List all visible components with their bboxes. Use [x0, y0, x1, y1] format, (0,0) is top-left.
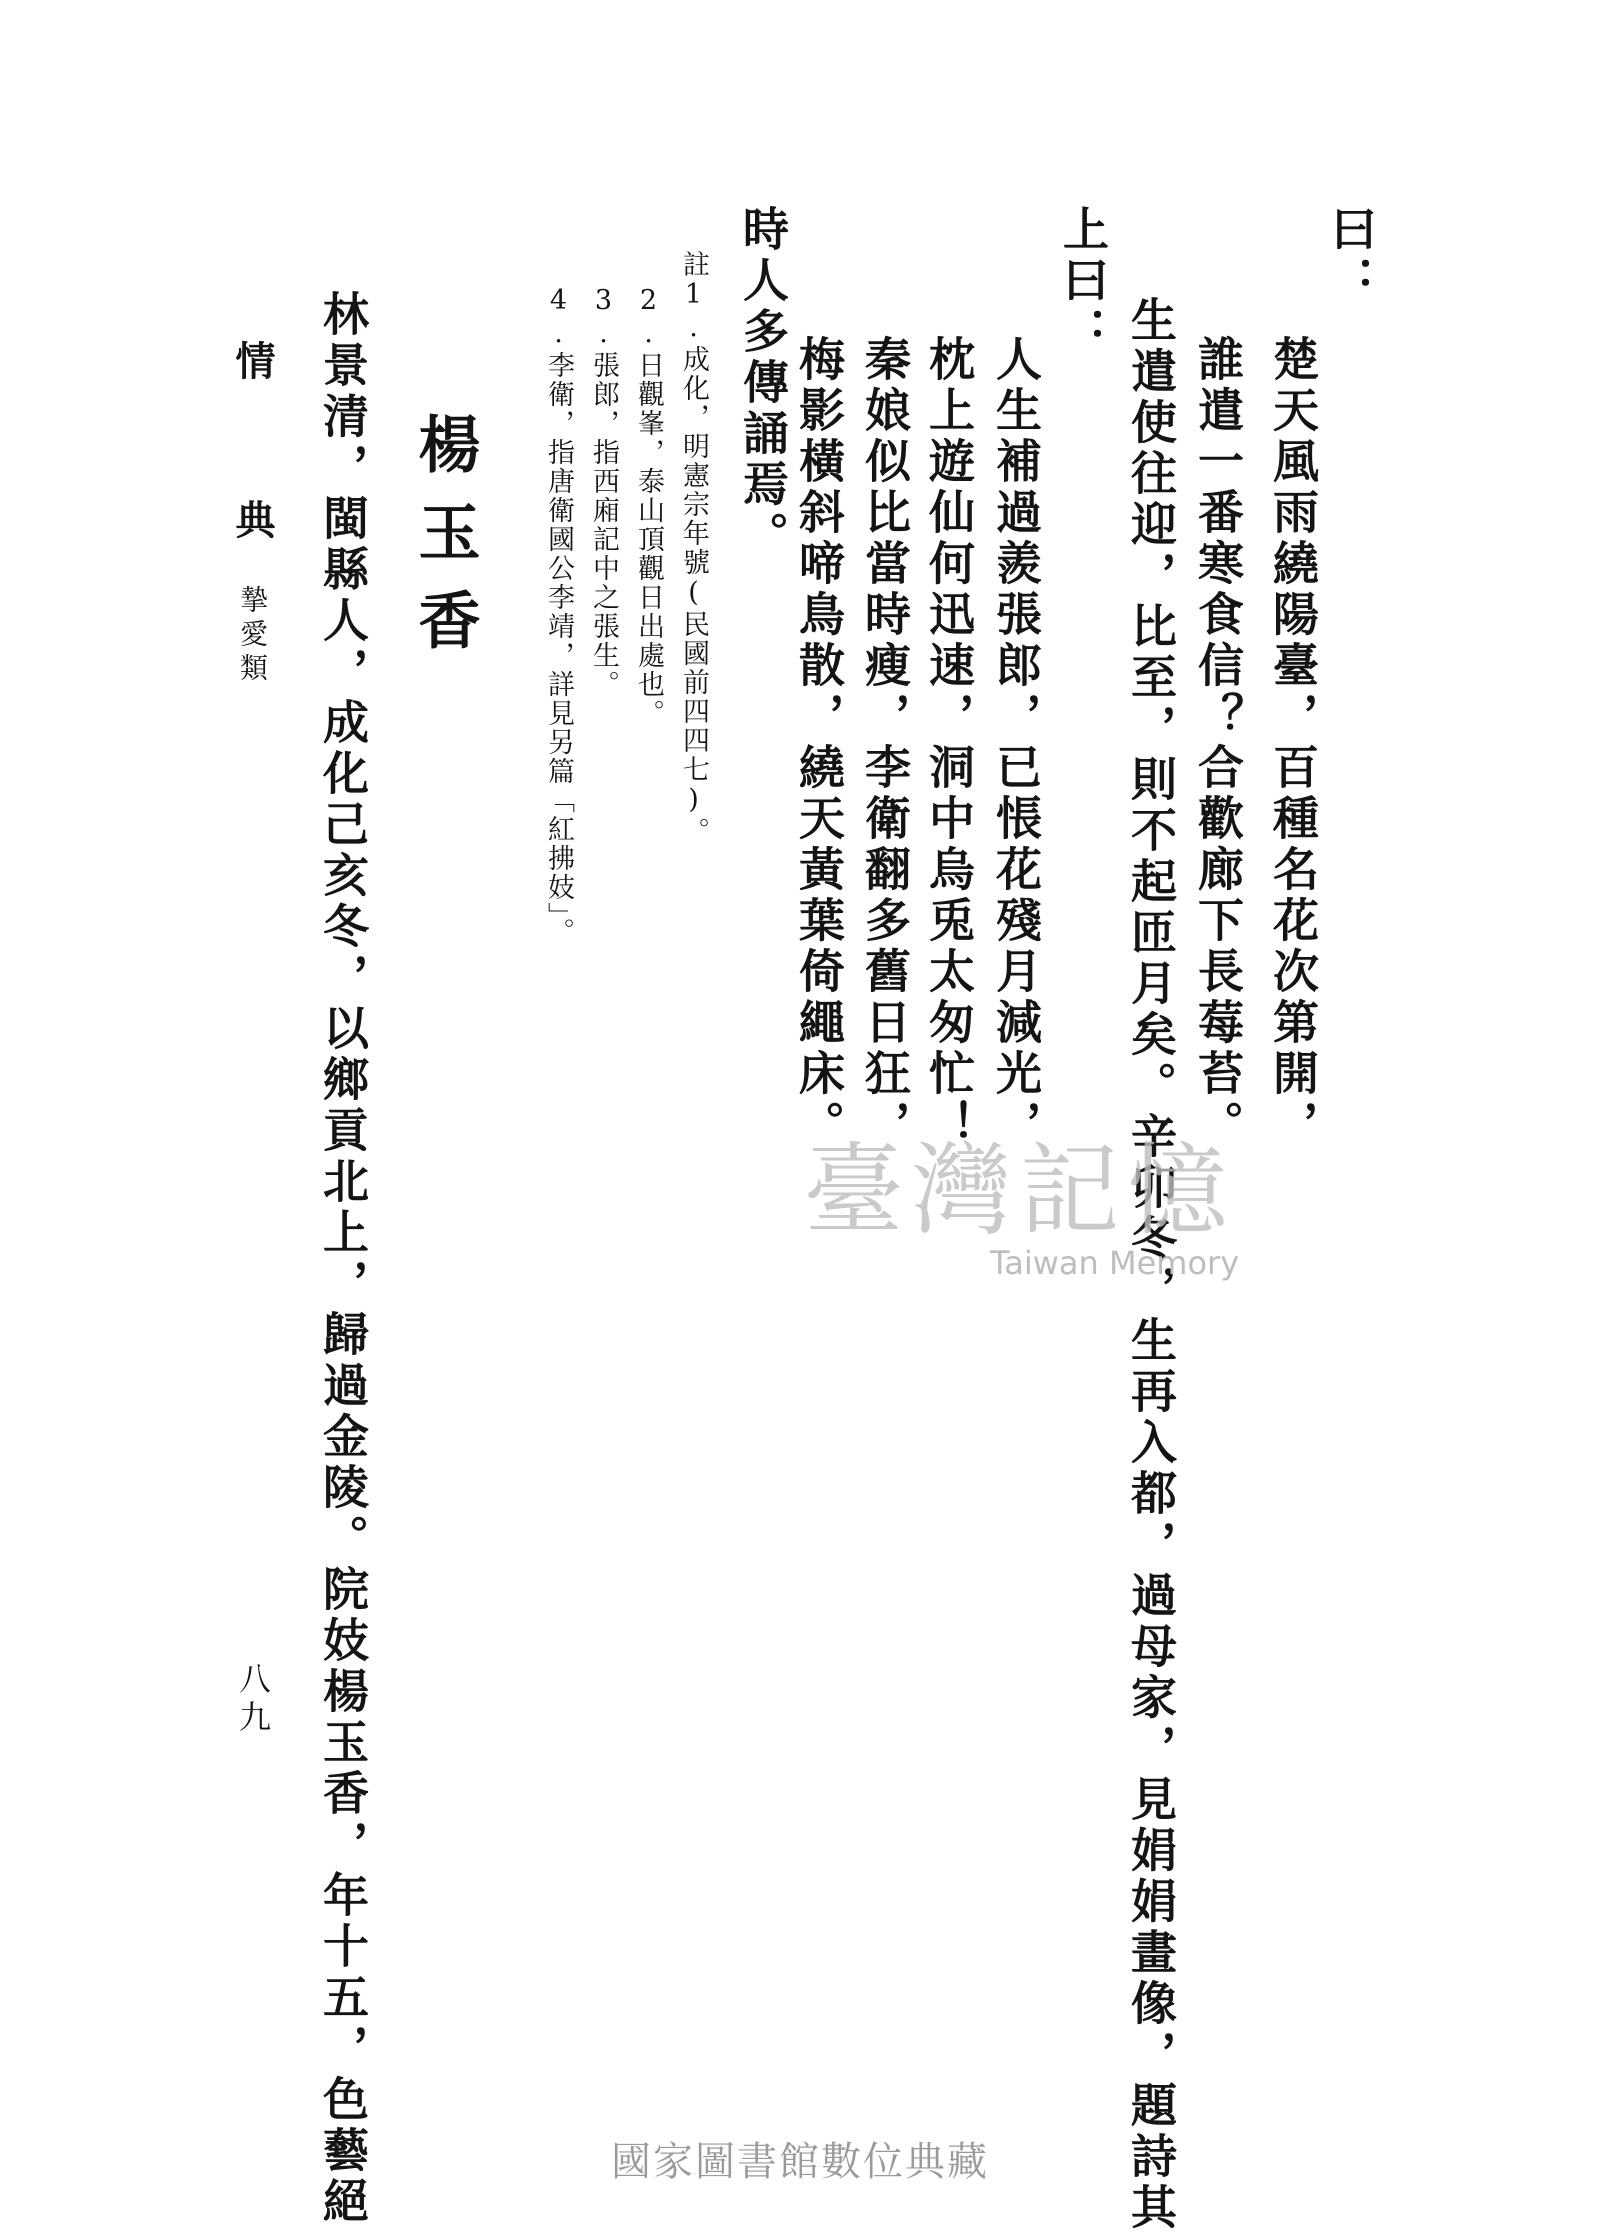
note-1: 註1.成化，明憲宗年號(民國前四四七)。 [678, 250, 709, 846]
text-column-6: 人生補過羨張郎，已悵花殘月減光， [989, 335, 1043, 1151]
watermark-logo [800, 1110, 1239, 1282]
text-column-5: 上曰： [1056, 205, 1110, 358]
text-column-8: 秦娘似比當時瘦，李衛翻多舊日狂， [858, 335, 912, 1151]
text-column-2: 楚天風雨繞陽臺，百種名花次第開， [1266, 335, 1320, 1151]
watermark-text: 臺灣記憶 [803, 1132, 1236, 1249]
page-number: 八九 [234, 1662, 272, 1738]
note-3: 3.張郎，指西廂記中之張生。 [588, 285, 619, 699]
text-column-9: 梅影橫斜啼鳥散，繞天黃葉倚繩床。 [792, 335, 846, 1151]
footer-category: 摯愛類 [236, 585, 269, 687]
note-4: 4.李衛，指唐衛國公李靖，詳見另篇「紅拂妓」。 [543, 285, 574, 947]
text-column-3: 誰遣一番寒食信？合歡廊下長莓苔。 [1191, 335, 1245, 1151]
watermark-subtext: Taiwan Memory [990, 1244, 1240, 1282]
digital-collection-credit: 國家圖書館數位典藏 [611, 2139, 989, 2185]
footer-book-title: 情 典 [229, 340, 276, 575]
text-column-4: 生遣使往迎，比至，則不起匝月矣。辛卯冬，生再入都，過母家，見娟娟畫像，題詩其 [1124, 296, 1178, 2234]
section-title: 楊玉香 [408, 412, 481, 676]
text-column-10: 時人多傳誦焉。 [736, 205, 790, 562]
text-column-1: 曰： [1324, 205, 1378, 307]
text-column-11: 林景清，閩縣人，成化己亥冬，以鄉貢北上，歸過金陵。院妓楊玉香，年十五，色藝絕 [316, 290, 370, 2228]
note-2: 2.日觀峯，泰山頂觀日出處也。 [633, 285, 664, 728]
text-column-7: 枕上遊仙何迅速，洞中烏兎太匆忙！ [922, 335, 976, 1151]
